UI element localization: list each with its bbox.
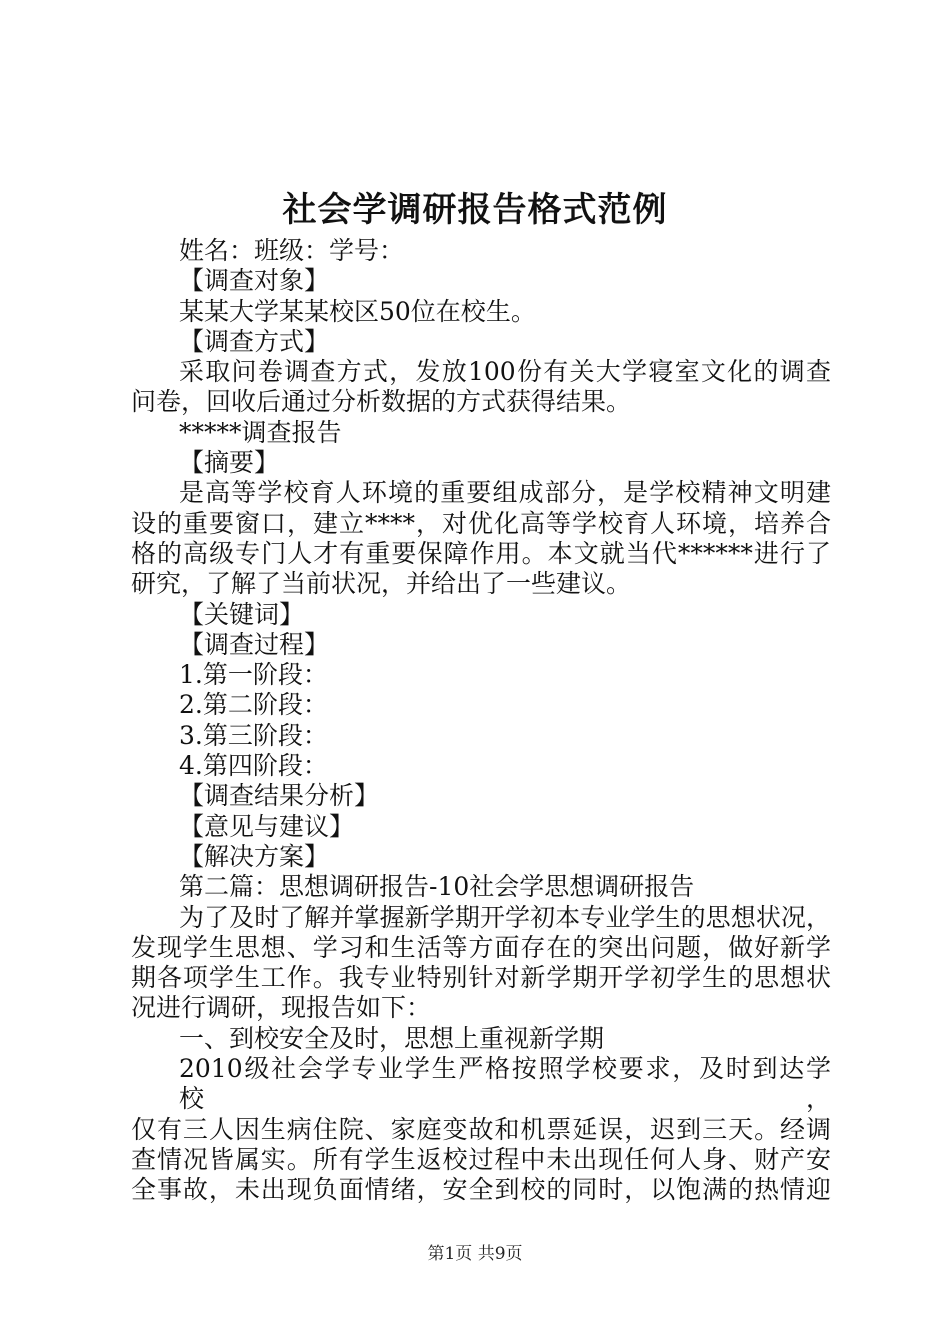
- subsection-heading: 一、到校安全及时，思想上重视新学期: [179, 1023, 605, 1053]
- paragraph-line: 全事故，未出现负面情绪，安全到校的同时，以饱满的热情迎: [131, 1175, 831, 1205]
- paragraph-line: 某某大学某某校区50位在校生。: [179, 296, 536, 326]
- paragraph-line: 2010级社会学专业学生严格按照学校要求，及时到达学校，: [179, 1054, 831, 1114]
- chapter-heading: 第二篇：思想调研报告-10社会学思想调研报告: [179, 872, 695, 902]
- student-info-line: 姓名：班级：学号：: [179, 236, 405, 265]
- section-heading-solutions: 【解决方案】: [179, 841, 330, 871]
- section-heading-survey-method: 【调查方式】: [179, 326, 330, 356]
- list-item: 4.第四阶段：: [179, 751, 328, 781]
- paragraph-line: 况进行调研，现报告如下：: [131, 993, 432, 1023]
- paragraph-line: 为了及时了解并掌握新学期开学初本专业学生的思想状况，: [179, 902, 831, 932]
- paragraph-line: 采取问卷调查方式，发放100份有关大学寝室文化的调查: [179, 357, 831, 387]
- paragraph-line: 设的重要窗口，建立****，对优化高等学校育人环境，培养合: [131, 508, 831, 538]
- paragraph-line: 期各项学生工作。我专业特别针对新学期开学初学生的思想状: [131, 963, 831, 993]
- paragraph-line: 仅有三人因生病住院、家庭变故和机票延误，迟到三天。经调: [131, 1114, 831, 1144]
- section-heading-keywords: 【关键词】: [179, 599, 305, 629]
- paragraph-line: 查情况皆属实。所有学生返校过程中未出现任何人身、财产安: [131, 1144, 831, 1174]
- list-item: 3.第三阶段：: [179, 720, 328, 750]
- list-item: 2.第二阶段：: [179, 690, 328, 720]
- section-heading-results: 【调查结果分析】: [179, 781, 380, 811]
- section-heading-suggestions: 【意见与建议】: [179, 811, 355, 841]
- paragraph-line: 发现学生思想、学习和生活等方面存在的突出问题，做好新学: [131, 932, 831, 962]
- section-heading-abstract: 【摘要】: [179, 448, 280, 478]
- document-title: 社会学调研报告格式范例: [282, 190, 668, 230]
- paragraph-line: 格的高级专门人才有重要保障作用。本文就当代******进行了: [131, 538, 831, 568]
- paragraph-line: 研究，了解了当前状况，并给出了一些建议。: [131, 569, 632, 599]
- paragraph-line: 问卷，回收后通过分析数据的方式获得结果。: [131, 387, 632, 417]
- report-subtitle: *****调查报告: [179, 417, 342, 447]
- paragraph-line: 是高等学校育人环境的重要组成部分，是学校精神文明建: [179, 478, 831, 508]
- document-body: [131, 236, 831, 1206]
- page-footer: 第1页 共9页: [427, 1244, 523, 1264]
- section-heading-survey-target: 【调查对象】: [179, 266, 330, 296]
- section-heading-process: 【调查过程】: [179, 629, 330, 659]
- list-item: 1.第一阶段：: [179, 660, 328, 690]
